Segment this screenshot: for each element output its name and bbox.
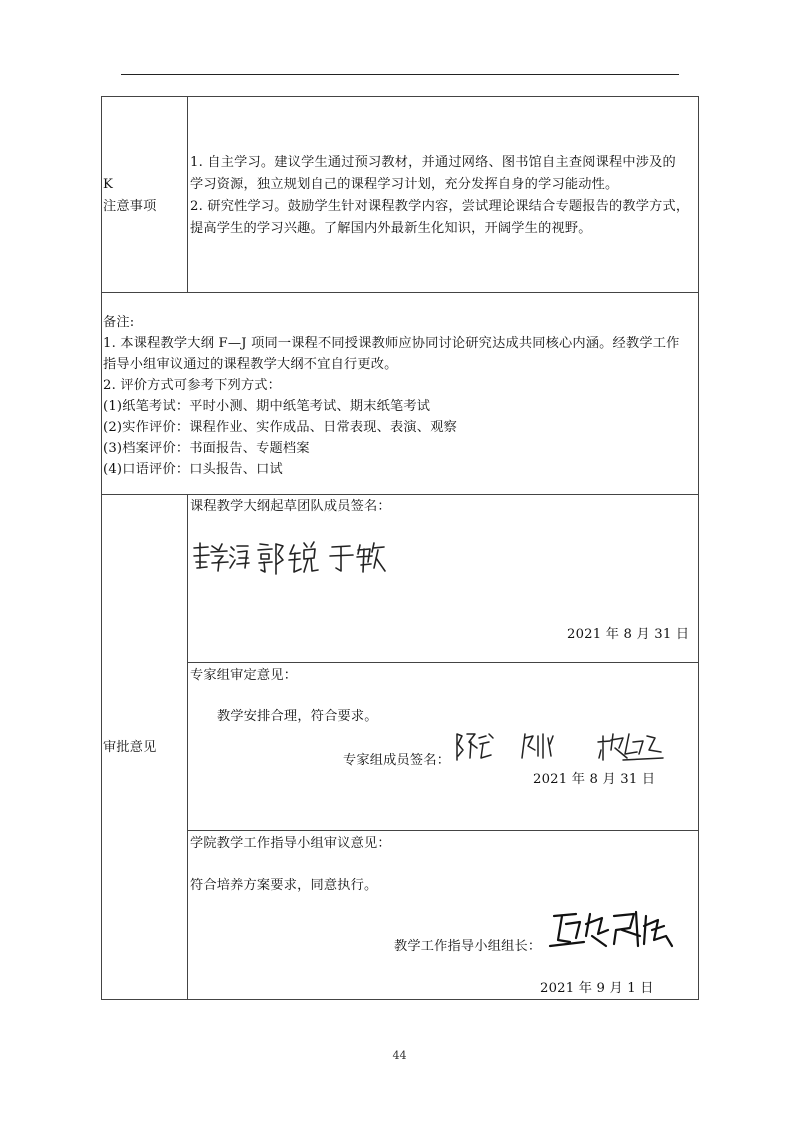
expert-group-signature-label: 专家组成员签名： bbox=[343, 753, 451, 768]
remarks-line: 2. 评价方式可参考下列方式： bbox=[103, 378, 282, 393]
remarks-line: (1)纸笔考试：平时小测、期中纸笔考试、期末纸笔考试 bbox=[103, 399, 431, 414]
college-group-opinion: 符合培养方案要求，同意执行。 bbox=[190, 878, 378, 893]
expert-group-title: 专家组审定意见： bbox=[190, 668, 298, 683]
expert-group-signatures bbox=[453, 728, 673, 764]
notes-label-prefix: K bbox=[103, 177, 114, 192]
remarks-line: (3)档案评价：书面报告、专题档案 bbox=[103, 441, 310, 456]
notes-line: 提高学生的学习兴趣。了解国内外最新生化知识，开阔学生的视野。 bbox=[190, 221, 592, 236]
approval-label: 审批意见 bbox=[103, 740, 157, 755]
label-column-divider-top bbox=[187, 96, 188, 292]
college-group-title: 学院教学工作指导小组审议意见： bbox=[190, 836, 391, 851]
notes-line: 2. 研究性学习。鼓励学生针对课程教学内容，尝试理论课结合专题报告的教学方式， bbox=[190, 199, 690, 214]
college-group-signature-label: 教学工作指导小组组长： bbox=[394, 939, 542, 954]
row-divider-college bbox=[187, 830, 699, 831]
notes-label: 注意事项 bbox=[103, 199, 157, 214]
label-column-divider-bottom bbox=[187, 494, 188, 1000]
notes-line: 学习资源，独立规划自己的课程学习计划，充分发挥自身的学习能动性。 bbox=[190, 177, 619, 192]
remarks-line: (2)实作评价：课程作业、实作成品、日常表现、表演、观察 bbox=[103, 420, 457, 435]
remarks-line: 指导小组审议通过的课程教学大纲不宜自行更改。 bbox=[103, 357, 398, 372]
college-group-date: 2021 年 9 月 1 日 bbox=[540, 981, 654, 996]
drafting-team-date: 2021 年 8 月 31 日 bbox=[567, 627, 690, 642]
row-divider-remarks bbox=[101, 494, 699, 495]
drafting-team-title: 课程教学大纲起草团队成员签名： bbox=[190, 499, 391, 514]
remarks-line: 1. 本课程教学大纲 F—J 项同一课程不同授课教师应协同讨论研究达成共同核心内涵。经教学工作 bbox=[103, 336, 680, 351]
drafting-team-signatures bbox=[190, 538, 390, 580]
page-number: 44 bbox=[392, 1049, 407, 1062]
college-group-leader-signature bbox=[540, 906, 680, 952]
notes-line: 1. 自主学习。建议学生通过预习教材，并通过网络、图书馆自主查阅课程中涉及的 bbox=[190, 155, 676, 170]
row-divider-notes bbox=[101, 292, 699, 293]
header-rule bbox=[121, 74, 679, 75]
remarks-line: (4)口语评价：口头报告、口试 bbox=[103, 462, 283, 477]
remarks-title: 备注: bbox=[103, 315, 135, 330]
row-divider-expert bbox=[187, 662, 699, 663]
expert-group-opinion: 教学安排合理，符合要求。 bbox=[217, 709, 378, 724]
expert-group-date: 2021 年 8 月 31 日 bbox=[533, 772, 656, 787]
